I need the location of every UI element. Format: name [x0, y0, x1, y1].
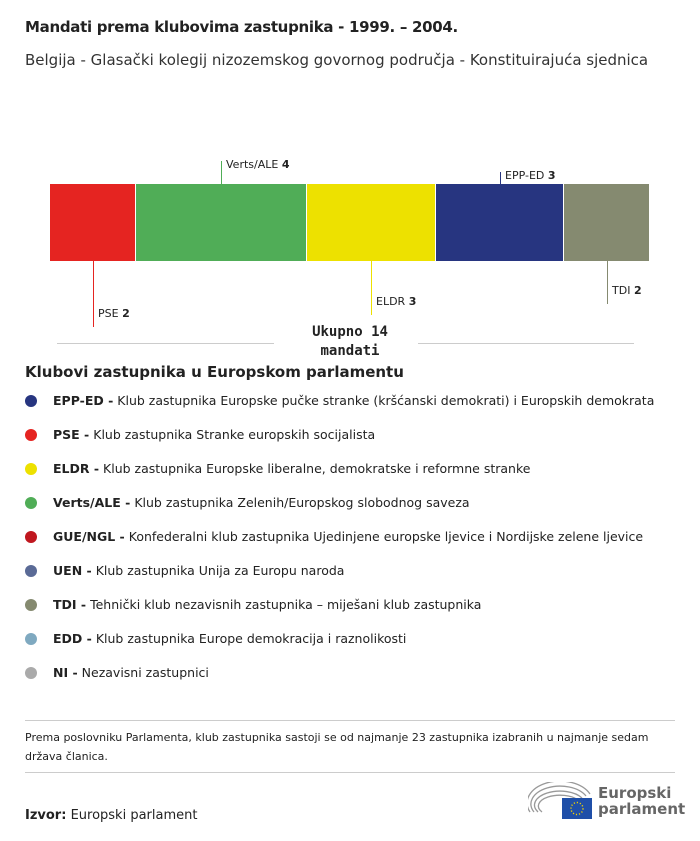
legend-item — [25, 563, 344, 578]
footnote: Prema poslovniku Parlamenta, klub zastupnika sastoji se od najmanje 23 zastupnika izabranih u najmanje sedam država članica. — [25, 731, 649, 763]
legend-swatch-icon — [25, 633, 37, 645]
source-value: Europski parlament — [70, 808, 198, 823]
label-leader-line — [221, 161, 222, 184]
legend-abbr: PSE - — [53, 427, 90, 442]
legend-item — [25, 665, 209, 680]
bar-segment-vertsale — [136, 184, 307, 261]
divider — [25, 772, 675, 773]
bar-segment-pse — [50, 184, 136, 261]
hemicycle-flag-icon — [528, 782, 592, 820]
total-unit: mandati — [320, 343, 380, 359]
bar-segment-epped — [436, 184, 565, 261]
data-label-name: EPP-ED — [505, 169, 548, 182]
data-label-value: 3 — [408, 295, 417, 308]
data-label — [505, 169, 556, 182]
legend-name: Klub zastupnika Europske pučke stranke (kršćanski demokrati) i Europskih demokrata — [117, 393, 655, 408]
legend-item — [25, 631, 406, 646]
data-label-value: 3 — [547, 169, 556, 182]
legend-abbr: EDD - — [53, 631, 92, 646]
legend-name: Klub zastupnika Stranke europskih socijalista — [93, 427, 376, 442]
logo-line2: parlament — [598, 800, 686, 818]
stacked-bar-chart — [0, 150, 700, 320]
data-label — [612, 284, 642, 297]
legend-swatch-icon — [25, 497, 37, 509]
data-label-value: 2 — [122, 307, 130, 320]
legend-name: Konfederalni klub zastupnika Ujedinjene europske ljevice i Nordijske zelene ljevice — [128, 529, 644, 544]
data-label-value: 2 — [633, 284, 642, 297]
data-label-name: PSE — [98, 307, 123, 320]
legend-swatch-icon — [25, 429, 37, 441]
label-leader-line — [371, 261, 372, 315]
data-label-name: Verts/ALE — [226, 158, 282, 171]
legend-item — [25, 495, 470, 510]
chart-title: Mandati prema klubovima zastupnika - 1999. – 2004. — [25, 18, 458, 36]
data-label-name: TDI — [612, 284, 634, 297]
legend-swatch-icon — [25, 463, 37, 475]
ep-logo — [528, 782, 685, 820]
data-label — [98, 307, 130, 320]
divider — [57, 343, 274, 344]
source — [25, 808, 197, 823]
bar-segment-eldr — [307, 184, 436, 261]
legend-abbr: UEN - — [53, 563, 92, 578]
legend-abbr: GUE/NGL - — [53, 529, 125, 544]
legend-name: Tehnički klub nezavisnih zastupnika – miješani klub zastupnika — [90, 597, 482, 612]
label-leader-line — [500, 172, 501, 184]
data-label-name: ELDR — [376, 295, 409, 308]
data-label-value: 4 — [281, 158, 290, 171]
legend-abbr: Verts/ALE - — [53, 495, 131, 510]
legend-item — [25, 597, 481, 612]
logo-line1: Europski — [598, 784, 672, 802]
legend-swatch-icon — [25, 599, 37, 611]
legend-name: Klub zastupnika Zelenih/Europskog slobodnog saveza — [134, 495, 470, 510]
legend-name: Nezavisni zastupnici — [81, 665, 209, 680]
total-seats — [300, 323, 400, 361]
legend-title: Klubovi zastupnika u Europskom parlamentu — [25, 363, 404, 381]
legend-swatch-icon — [25, 667, 37, 679]
legend-swatch-icon — [25, 531, 37, 543]
legend-name: Klub zastupnika Europske liberalne, demokratske i reformne stranke — [103, 461, 531, 476]
legend-abbr: NI - — [53, 665, 78, 680]
chart-subtitle: Belgija - Glasački kolegij nizozemskog govornog područja - Konstituirajuća sjednica — [25, 51, 649, 69]
legend-item — [25, 461, 530, 476]
data-label — [376, 295, 416, 308]
data-label — [226, 158, 289, 171]
legend-abbr: EPP-ED - — [53, 393, 114, 408]
legend-name: Klub zastupnika Europe demokracija i raznolikosti — [95, 631, 407, 646]
legend-swatch-icon — [25, 565, 37, 577]
bar-segment-tdi — [564, 184, 650, 261]
legend-abbr: ELDR - — [53, 461, 100, 476]
legend-abbr: TDI - — [53, 597, 87, 612]
legend-swatch-icon — [25, 395, 37, 407]
divider — [418, 343, 634, 344]
label-leader-line — [93, 261, 94, 327]
legend-item — [25, 529, 643, 544]
label-leader-line — [607, 261, 608, 304]
divider — [25, 720, 675, 721]
legend-item — [25, 393, 654, 408]
legend-name: Klub zastupnika Unija za Europu naroda — [95, 563, 345, 578]
total-label: Ukupno 14 — [312, 324, 388, 340]
source-label: Izvor: — [25, 808, 67, 823]
legend-item — [25, 427, 375, 442]
